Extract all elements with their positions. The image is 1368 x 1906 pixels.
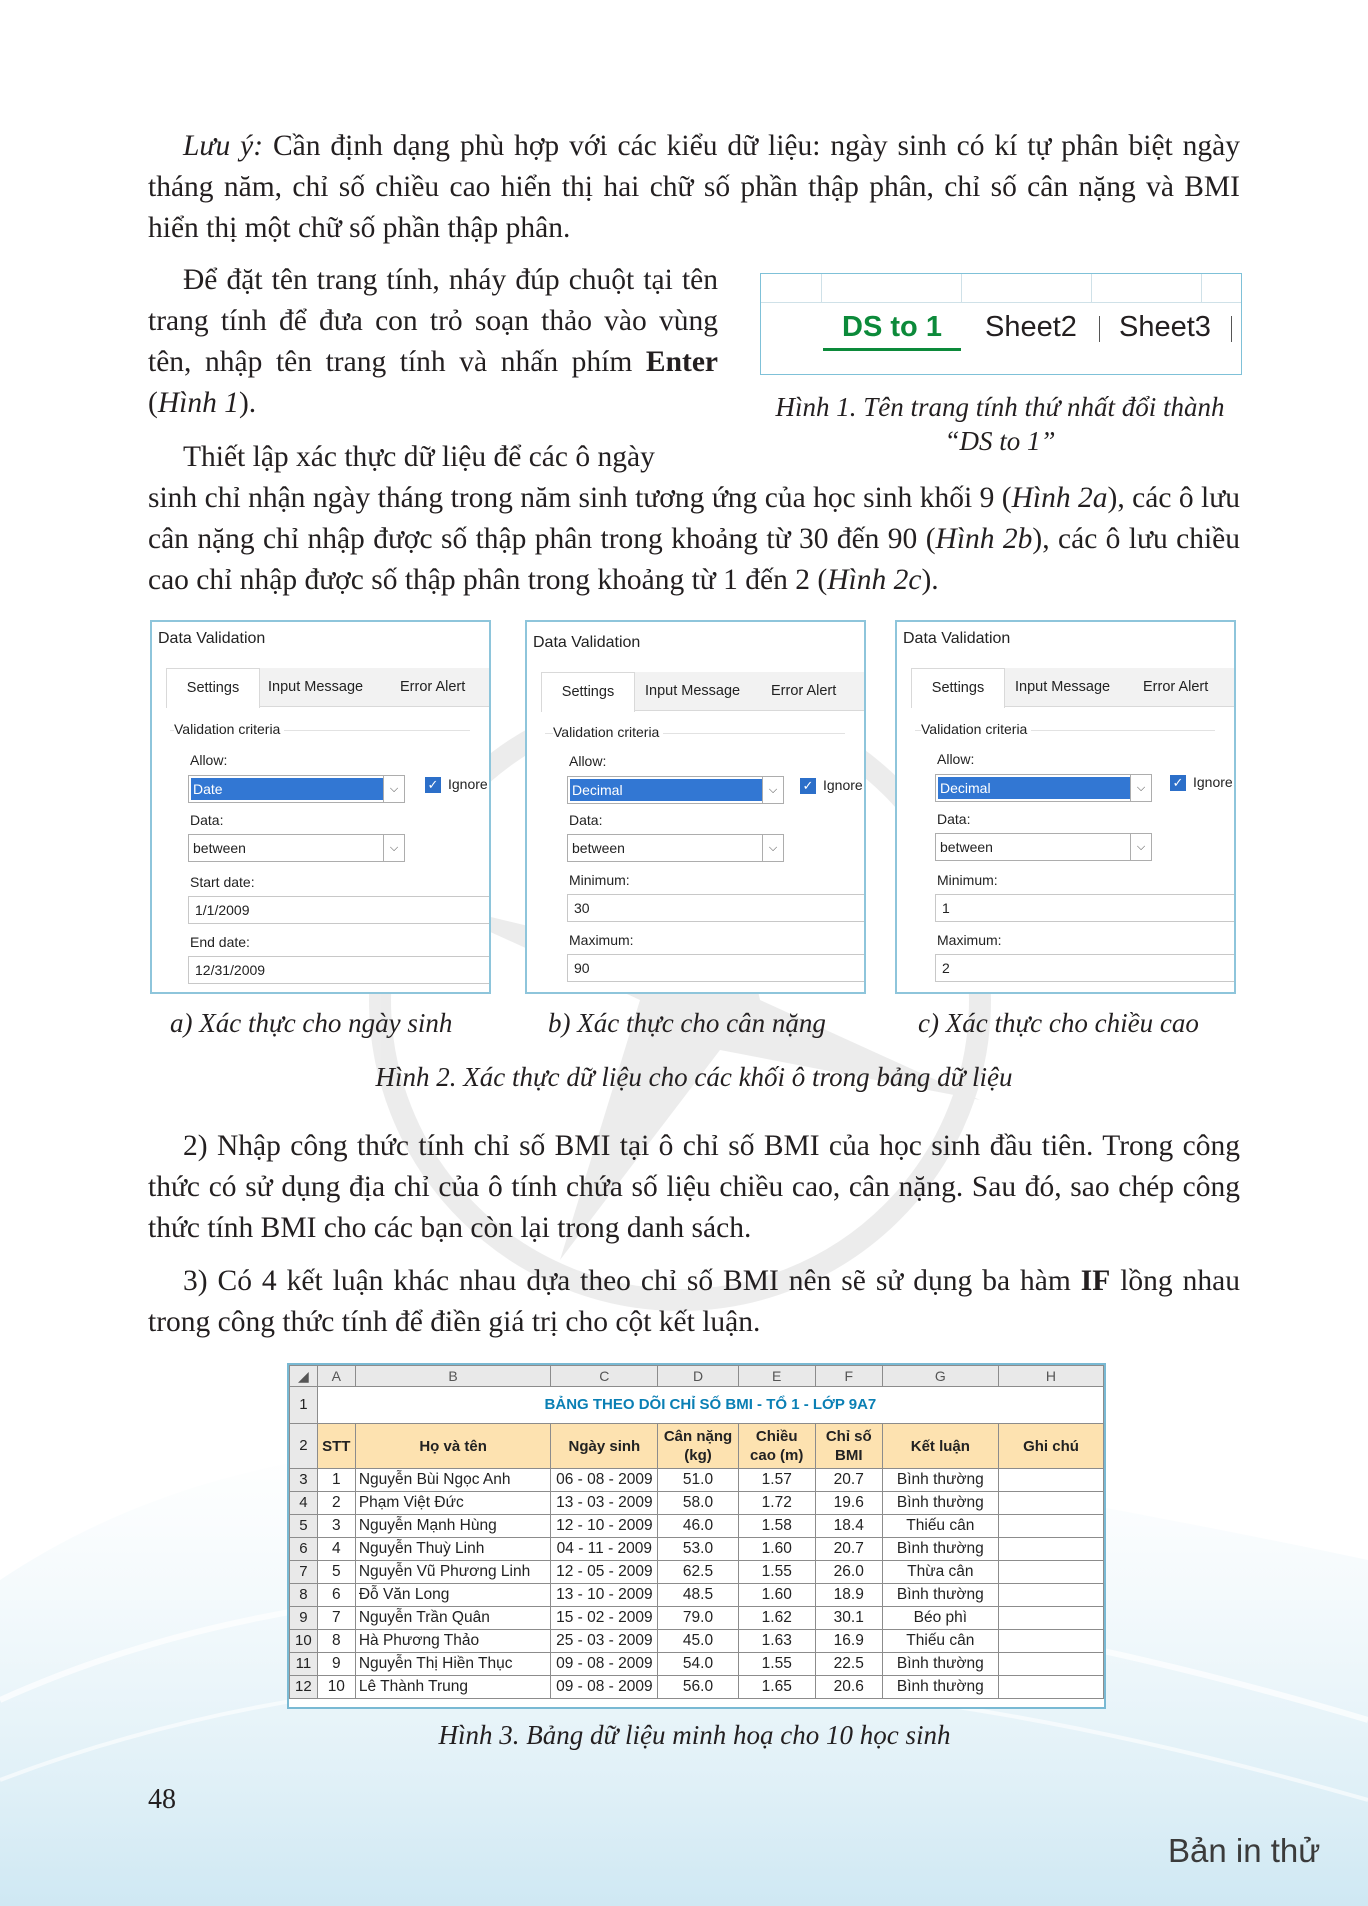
minimum-value: 30 <box>574 900 590 916</box>
row-number[interactable]: 12 <box>290 1676 318 1699</box>
row-number[interactable]: 1 <box>290 1387 318 1424</box>
cell-birthdate[interactable]: 12 - 05 - 2009 <box>551 1561 658 1584</box>
ignore-blank-checkbox[interactable]: ✓ <box>800 778 816 794</box>
note-text: Cần định dạng phù hợp với các kiểu dữ liệu: ngày sinh có kí tự phân biệt ngày tháng năm, chỉ số chiều cao hiển thị hai chữ số phần thập phân, chỉ số cân nặng và BMI hiển thị một chữ số phần thập phân. <box>148 130 1240 244</box>
maximum-label: Maximum: <box>937 932 1002 948</box>
chevron-down-icon[interactable]: ⌵ <box>762 835 783 861</box>
sheet-tabs-figure <box>760 273 1242 375</box>
header-stt[interactable]: STT <box>317 1424 355 1469</box>
table-row <box>290 1607 1104 1630</box>
cell-name[interactable]: Nguyễn Mạnh Hùng <box>355 1515 551 1538</box>
cell-bmi[interactable]: 18.9 <box>815 1584 882 1607</box>
table-row <box>290 1676 1104 1699</box>
enter-key-label: Enter <box>645 346 718 378</box>
cell-height[interactable]: 1.63 <box>738 1630 815 1653</box>
header-row <box>290 1424 1104 1469</box>
cell-bmi[interactable]: 18.4 <box>815 1515 882 1538</box>
header-conclusion[interactable]: Kết luận <box>882 1424 998 1469</box>
step2-text: 2) Nhập công thức tính chỉ số BMI tại ô chỉ số BMI của học sinh đầu tiên. Trong công thức có sử dụng địa chỉ của ô tính chứa số liệu chiều cao, cân nặng. Sau đó, sao chép công thức tính BMI cho các bạn còn lại trong danh sách. <box>148 1130 1240 1244</box>
chevron-down-icon[interactable]: ⌵ <box>1130 834 1151 860</box>
header-name[interactable]: Họ và tên <box>355 1424 551 1469</box>
validation-text-c: ), các ô lưu chiều cao chỉ nhập được số thập phân trong khoảng từ 1 đến 2 ( <box>148 523 1240 596</box>
start-date-value: 1/1/2009 <box>195 902 250 918</box>
tab-separator <box>1231 316 1232 342</box>
start-date-field[interactable] <box>188 896 490 924</box>
cell-stt[interactable]: 6 <box>317 1584 355 1607</box>
cell-weight[interactable]: 56.0 <box>658 1676 738 1699</box>
rename-text: Để đặt tên trang tính, nháy đúp chuột tại tên trang tính để đưa con trỏ soạn thảo vào vùng tên, nhập tên trang tính và nhấn phím <box>148 264 718 378</box>
validation-criteria-label: Validation criteria <box>921 721 1031 737</box>
ignore-label: Ignore <box>1193 774 1233 790</box>
data-dropdown[interactable] <box>567 834 784 862</box>
row-number[interactable]: 4 <box>290 1492 318 1515</box>
cell-conclusion[interactable]: Bình thường <box>882 1676 998 1699</box>
table-row <box>290 1561 1104 1584</box>
cell-weight[interactable]: 48.5 <box>658 1584 738 1607</box>
cell-stt[interactable]: 8 <box>317 1630 355 1653</box>
cell-height[interactable]: 1.60 <box>738 1584 815 1607</box>
validation-paragraph <box>148 478 1240 601</box>
cell-weight[interactable]: 79.0 <box>658 1607 738 1630</box>
figure3-caption: Hình 3. Bảng dữ liệu minh hoạ cho 10 học sinh <box>438 1720 951 1750</box>
cell-height[interactable]: 1.55 <box>738 1653 815 1676</box>
row-number[interactable]: 6 <box>290 1538 318 1561</box>
ignore-blank-checkbox[interactable]: ✓ <box>425 777 441 793</box>
if-function-label: IF <box>1080 1265 1111 1297</box>
cell-name[interactable]: Nguyễn Thị Hiền Thục <box>355 1653 551 1676</box>
table-title[interactable]: BẢNG THEO DÕI CHỈ SỐ BMI - TỔ 1 - LỚP 9A7 <box>317 1387 1103 1424</box>
dialog-title: Data Validation <box>533 634 641 651</box>
cell-stt[interactable]: 10 <box>317 1676 355 1699</box>
validation-text-a: sinh chỉ nhận ngày tháng trong năm sinh tương ứng của học sinh khối 9 ( <box>148 482 1012 514</box>
cell-height[interactable]: 1.72 <box>738 1492 815 1515</box>
allow-dropdown[interactable] <box>188 775 405 803</box>
cell-birthdate[interactable]: 15 - 02 - 2009 <box>551 1607 658 1630</box>
figure2a-reference: Hình 2a <box>1011 482 1108 514</box>
spreadsheet-table <box>289 1365 1104 1699</box>
cell-birthdate[interactable]: 12 - 10 - 2009 <box>551 1515 658 1538</box>
minimum-field[interactable] <box>935 894 1236 922</box>
figure2-caption: Hình 2. Xác thực dữ liệu cho các khối ô trong bảng dữ liệu <box>375 1062 1013 1092</box>
cell-notes[interactable] <box>998 1492 1103 1515</box>
cell-stt[interactable]: 7 <box>317 1607 355 1630</box>
cell-height[interactable]: 1.58 <box>738 1515 815 1538</box>
data-dropdown[interactable] <box>188 834 405 862</box>
row-number[interactable]: 5 <box>290 1515 318 1538</box>
cell-birthdate[interactable]: 04 - 11 - 2009 <box>551 1538 658 1561</box>
tab-error-alert[interactable]: Error Alert <box>1143 679 1209 695</box>
cell-birthdate[interactable]: 09 - 08 - 2009 <box>551 1653 658 1676</box>
cell-name[interactable]: Phạm Việt Đức <box>355 1492 551 1515</box>
validation-criteria-label: Validation criteria <box>174 721 284 737</box>
data-validation-dialog-height <box>895 620 1236 994</box>
column-header-f[interactable]: F <box>815 1366 882 1387</box>
chevron-down-icon[interactable]: ⌵ <box>1130 775 1151 801</box>
figure2b-reference: Hình 2b <box>935 523 1033 555</box>
header-weight[interactable]: Cân nặng (kg) <box>658 1424 738 1469</box>
column-header-d[interactable]: D <box>658 1366 738 1387</box>
sheet-grid-strip <box>761 274 1241 303</box>
cell-notes[interactable] <box>998 1515 1103 1538</box>
sheet-tab-ds-to-1[interactable]: DS to 1 <box>823 306 961 351</box>
cell-name[interactable]: Nguyễn Vũ Phương Linh <box>355 1561 551 1584</box>
figure2b-caption: b) Xác thực cho cân nặng <box>548 1008 826 1038</box>
tab-separator <box>1099 316 1100 342</box>
cell-stt[interactable]: 9 <box>317 1653 355 1676</box>
cell-stt[interactable]: 5 <box>317 1561 355 1584</box>
maximum-value: 2 <box>942 960 950 976</box>
cell-bmi[interactable]: 22.5 <box>815 1653 882 1676</box>
header-bmi[interactable]: Chỉ số BMI <box>815 1424 882 1469</box>
cell-bmi[interactable]: 30.1 <box>815 1607 882 1630</box>
cell-birthdate[interactable]: 09 - 08 - 2009 <box>551 1676 658 1699</box>
data-value: between <box>193 840 246 856</box>
cell-name[interactable]: Đỗ Văn Long <box>355 1584 551 1607</box>
figure2c-caption: c) Xác thực cho chiều cao <box>918 1008 1199 1038</box>
tab-input-message[interactable]: Input Message <box>268 679 364 695</box>
validation-paragraph-start <box>148 437 718 478</box>
step2-paragraph <box>148 1126 1240 1249</box>
minimum-value: 1 <box>942 900 950 916</box>
validation-text-d: ). <box>921 564 939 596</box>
ignore-label: Ignore <box>448 776 488 792</box>
cell-weight[interactable]: 45.0 <box>658 1630 738 1653</box>
cell-weight[interactable]: 46.0 <box>658 1515 738 1538</box>
minimum-label: Minimum: <box>569 872 630 888</box>
row-number[interactable]: 10 <box>290 1630 318 1653</box>
figure2a-caption: a) Xác thực cho ngày sinh <box>170 1008 453 1038</box>
row-number[interactable]: 8 <box>290 1584 318 1607</box>
cell-stt[interactable]: 2 <box>317 1492 355 1515</box>
cell-stt[interactable]: 1 <box>317 1469 355 1492</box>
data-label: Data: <box>937 811 971 827</box>
cell-height[interactable]: 1.62 <box>738 1607 815 1630</box>
table-row <box>290 1492 1104 1515</box>
row-number[interactable]: 11 <box>290 1653 318 1676</box>
table-row <box>290 1515 1104 1538</box>
row-number[interactable]: 3 <box>290 1469 318 1492</box>
table-row <box>290 1469 1104 1492</box>
select-all-corner[interactable]: ◢ <box>290 1366 318 1387</box>
ignore-blank-checkbox[interactable]: ✓ <box>1170 775 1186 791</box>
table-row <box>290 1630 1104 1653</box>
note-paragraph <box>148 126 1240 249</box>
header-notes[interactable]: Ghi chú <box>998 1424 1103 1469</box>
cell-notes[interactable] <box>998 1607 1103 1630</box>
data-value: between <box>572 840 625 856</box>
row-number[interactable]: 2 <box>290 1424 318 1469</box>
data-dropdown[interactable] <box>935 833 1152 861</box>
allow-value: Date <box>191 778 383 800</box>
figure1-caption <box>740 390 1260 458</box>
sheet-tab-sheet3[interactable]: Sheet3 <box>1119 311 1211 343</box>
data-value: between <box>940 839 993 855</box>
row-number[interactable]: 7 <box>290 1561 318 1584</box>
tab-settings[interactable]: Settings <box>166 668 260 708</box>
column-header-h[interactable]: H <box>998 1366 1103 1387</box>
cell-conclusion[interactable]: Bình thường <box>882 1538 998 1561</box>
table-row <box>290 1538 1104 1561</box>
cell-notes[interactable] <box>998 1469 1103 1492</box>
cell-weight[interactable]: 53.0 <box>658 1538 738 1561</box>
data-validation-dialog-weight <box>525 620 866 994</box>
cell-bmi[interactable]: 16.9 <box>815 1630 882 1653</box>
tab-error-alert[interactable]: Error Alert <box>771 683 837 699</box>
figure1-reference: Hình 1 <box>157 387 239 419</box>
step3-paragraph <box>148 1261 1240 1343</box>
cell-height[interactable]: 1.55 <box>738 1561 815 1584</box>
cell-conclusion[interactable]: Thiếu cân <box>882 1515 998 1538</box>
cell-name[interactable]: Lê Thành Trung <box>355 1676 551 1699</box>
column-header-row <box>290 1366 1104 1387</box>
draft-watermark-text: Bản in thử <box>1168 1832 1321 1869</box>
rename-paragraph <box>148 260 718 424</box>
paren-close: ). <box>238 387 257 419</box>
cell-conclusion[interactable]: Bình thường <box>882 1492 998 1515</box>
cell-conclusion[interactable]: Bình thường <box>882 1469 998 1492</box>
validation-criteria-label: Validation criteria <box>553 724 663 740</box>
validation-start-text: Thiết lập xác thực dữ liệu để các ô ngày <box>183 441 655 473</box>
cell-conclusion[interactable]: Bình thường <box>882 1653 998 1676</box>
minimum-field[interactable] <box>567 894 866 922</box>
cell-conclusion[interactable]: Bình thường <box>882 1584 998 1607</box>
tab-error-alert[interactable]: Error Alert <box>400 679 466 695</box>
figure1-caption-line1: Hình 1. Tên trang tính thứ nhất đổi thành <box>775 392 1225 422</box>
maximum-label: Maximum: <box>569 932 634 948</box>
spreadsheet-body <box>290 1366 1104 1699</box>
allow-dropdown[interactable] <box>567 776 784 804</box>
allow-label: Allow: <box>937 751 975 767</box>
row-number[interactable]: 9 <box>290 1607 318 1630</box>
maximum-field[interactable] <box>567 954 866 982</box>
cell-weight[interactable]: 62.5 <box>658 1561 738 1584</box>
column-header-a[interactable]: A <box>317 1366 355 1387</box>
cell-conclusion[interactable]: Thừa cân <box>882 1561 998 1584</box>
end-date-field[interactable] <box>188 956 490 984</box>
step3-text-b: lồng nhau trong công thức tính để điền giá trị cho cột kết luận. <box>148 1265 1240 1338</box>
cell-name[interactable]: Hà Phương Thảo <box>355 1630 551 1653</box>
cell-name[interactable]: Nguyễn Thuỳ Linh <box>355 1538 551 1561</box>
column-header-e[interactable]: E <box>738 1366 815 1387</box>
page-number: 48 <box>148 1784 176 1815</box>
cell-weight[interactable]: 58.0 <box>658 1492 738 1515</box>
cell-notes[interactable] <box>998 1584 1103 1607</box>
maximum-value: 90 <box>574 960 590 976</box>
figure2c-reference: Hình 2c <box>827 564 922 596</box>
dialog-tab-row <box>541 672 864 711</box>
ignore-label: Ignore <box>823 777 863 793</box>
cell-bmi[interactable]: 26.0 <box>815 1561 882 1584</box>
allow-dropdown[interactable] <box>935 774 1152 802</box>
data-label: Data: <box>569 812 603 828</box>
allow-value: Decimal <box>570 779 762 801</box>
end-date-value: 12/31/2009 <box>195 962 266 978</box>
cell-bmi[interactable]: 20.6 <box>815 1676 882 1699</box>
tab-settings[interactable]: Settings <box>541 672 635 712</box>
cell-notes[interactable] <box>998 1653 1103 1676</box>
cell-birthdate[interactable]: 13 - 03 - 2009 <box>551 1492 658 1515</box>
cell-name[interactable]: Nguyễn Trần Quân <box>355 1607 551 1630</box>
table-row <box>290 1653 1104 1676</box>
cell-bmi[interactable]: 20.7 <box>815 1469 882 1492</box>
maximum-field[interactable] <box>935 954 1236 982</box>
cell-birthdate[interactable]: 13 - 10 - 2009 <box>551 1584 658 1607</box>
column-header-b[interactable]: B <box>355 1366 551 1387</box>
end-date-label: End date: <box>190 934 250 950</box>
cell-height[interactable]: 1.57 <box>738 1469 815 1492</box>
cell-notes[interactable] <box>998 1538 1103 1561</box>
chevron-down-icon[interactable]: ⌵ <box>383 776 404 802</box>
cell-birthdate[interactable]: 06 - 08 - 2009 <box>551 1469 658 1492</box>
cell-conclusion[interactable]: Béo phì <box>882 1607 998 1630</box>
tab-input-message[interactable]: Input Message <box>645 683 741 699</box>
cell-notes[interactable] <box>998 1561 1103 1584</box>
dialog-tab-row <box>911 668 1234 707</box>
paren-open: ( <box>148 387 158 419</box>
allow-value: Decimal <box>938 777 1130 799</box>
dialog-title: Data Validation <box>158 630 266 647</box>
column-header-c[interactable]: C <box>551 1366 658 1387</box>
cell-notes[interactable] <box>998 1630 1103 1653</box>
cell-bmi[interactable]: 19.6 <box>815 1492 882 1515</box>
allow-label: Allow: <box>190 752 228 768</box>
header-height[interactable]: Chiều cao (m) <box>738 1424 815 1469</box>
allow-label: Allow: <box>569 753 607 769</box>
dialog-title: Data Validation <box>903 630 1011 647</box>
title-row <box>290 1387 1104 1424</box>
cell-weight[interactable]: 54.0 <box>658 1653 738 1676</box>
cell-birthdate[interactable]: 25 - 03 - 2009 <box>551 1630 658 1653</box>
cell-bmi[interactable]: 20.7 <box>815 1538 882 1561</box>
start-date-label: Start date: <box>190 874 255 890</box>
minimum-label: Minimum: <box>937 872 998 888</box>
cell-height[interactable]: 1.65 <box>738 1676 815 1699</box>
data-label: Data: <box>190 812 224 828</box>
bmi-spreadsheet <box>287 1363 1106 1709</box>
chevron-down-icon[interactable]: ⌵ <box>762 777 783 803</box>
cell-name[interactable]: Nguyễn Bùi Ngọc Anh <box>355 1469 551 1492</box>
header-birthdate[interactable]: Ngày sinh <box>551 1424 658 1469</box>
sheet-tab-sheet2[interactable]: Sheet2 <box>985 311 1077 343</box>
table-row <box>290 1584 1104 1607</box>
figure1-caption-line2: “DS to 1” <box>944 426 1056 456</box>
tab-settings[interactable]: Settings <box>911 668 1005 708</box>
cell-stt[interactable]: 4 <box>317 1538 355 1561</box>
chevron-down-icon[interactable]: ⌵ <box>383 835 404 861</box>
column-header-g[interactable]: G <box>882 1366 998 1387</box>
dialog-tab-row <box>166 668 489 707</box>
cell-conclusion[interactable]: Thiếu cân <box>882 1630 998 1653</box>
data-validation-dialog-date <box>150 620 491 994</box>
validation-text-b: ), các ô lưu cân nặng chỉ nhập được số thập phân trong khoảng từ 30 đến 90 ( <box>148 482 1240 555</box>
cell-weight[interactable]: 51.0 <box>658 1469 738 1492</box>
cell-height[interactable]: 1.60 <box>738 1538 815 1561</box>
note-label: Lưu ý: <box>183 130 264 162</box>
tab-input-message[interactable]: Input Message <box>1015 679 1111 695</box>
step3-text-a: 3) Có 4 kết luận khác nhau dựa theo chỉ số BMI nên sẽ sử dụng ba hàm <box>183 1265 1081 1297</box>
cell-stt[interactable]: 3 <box>317 1515 355 1538</box>
cell-notes[interactable] <box>998 1676 1103 1699</box>
